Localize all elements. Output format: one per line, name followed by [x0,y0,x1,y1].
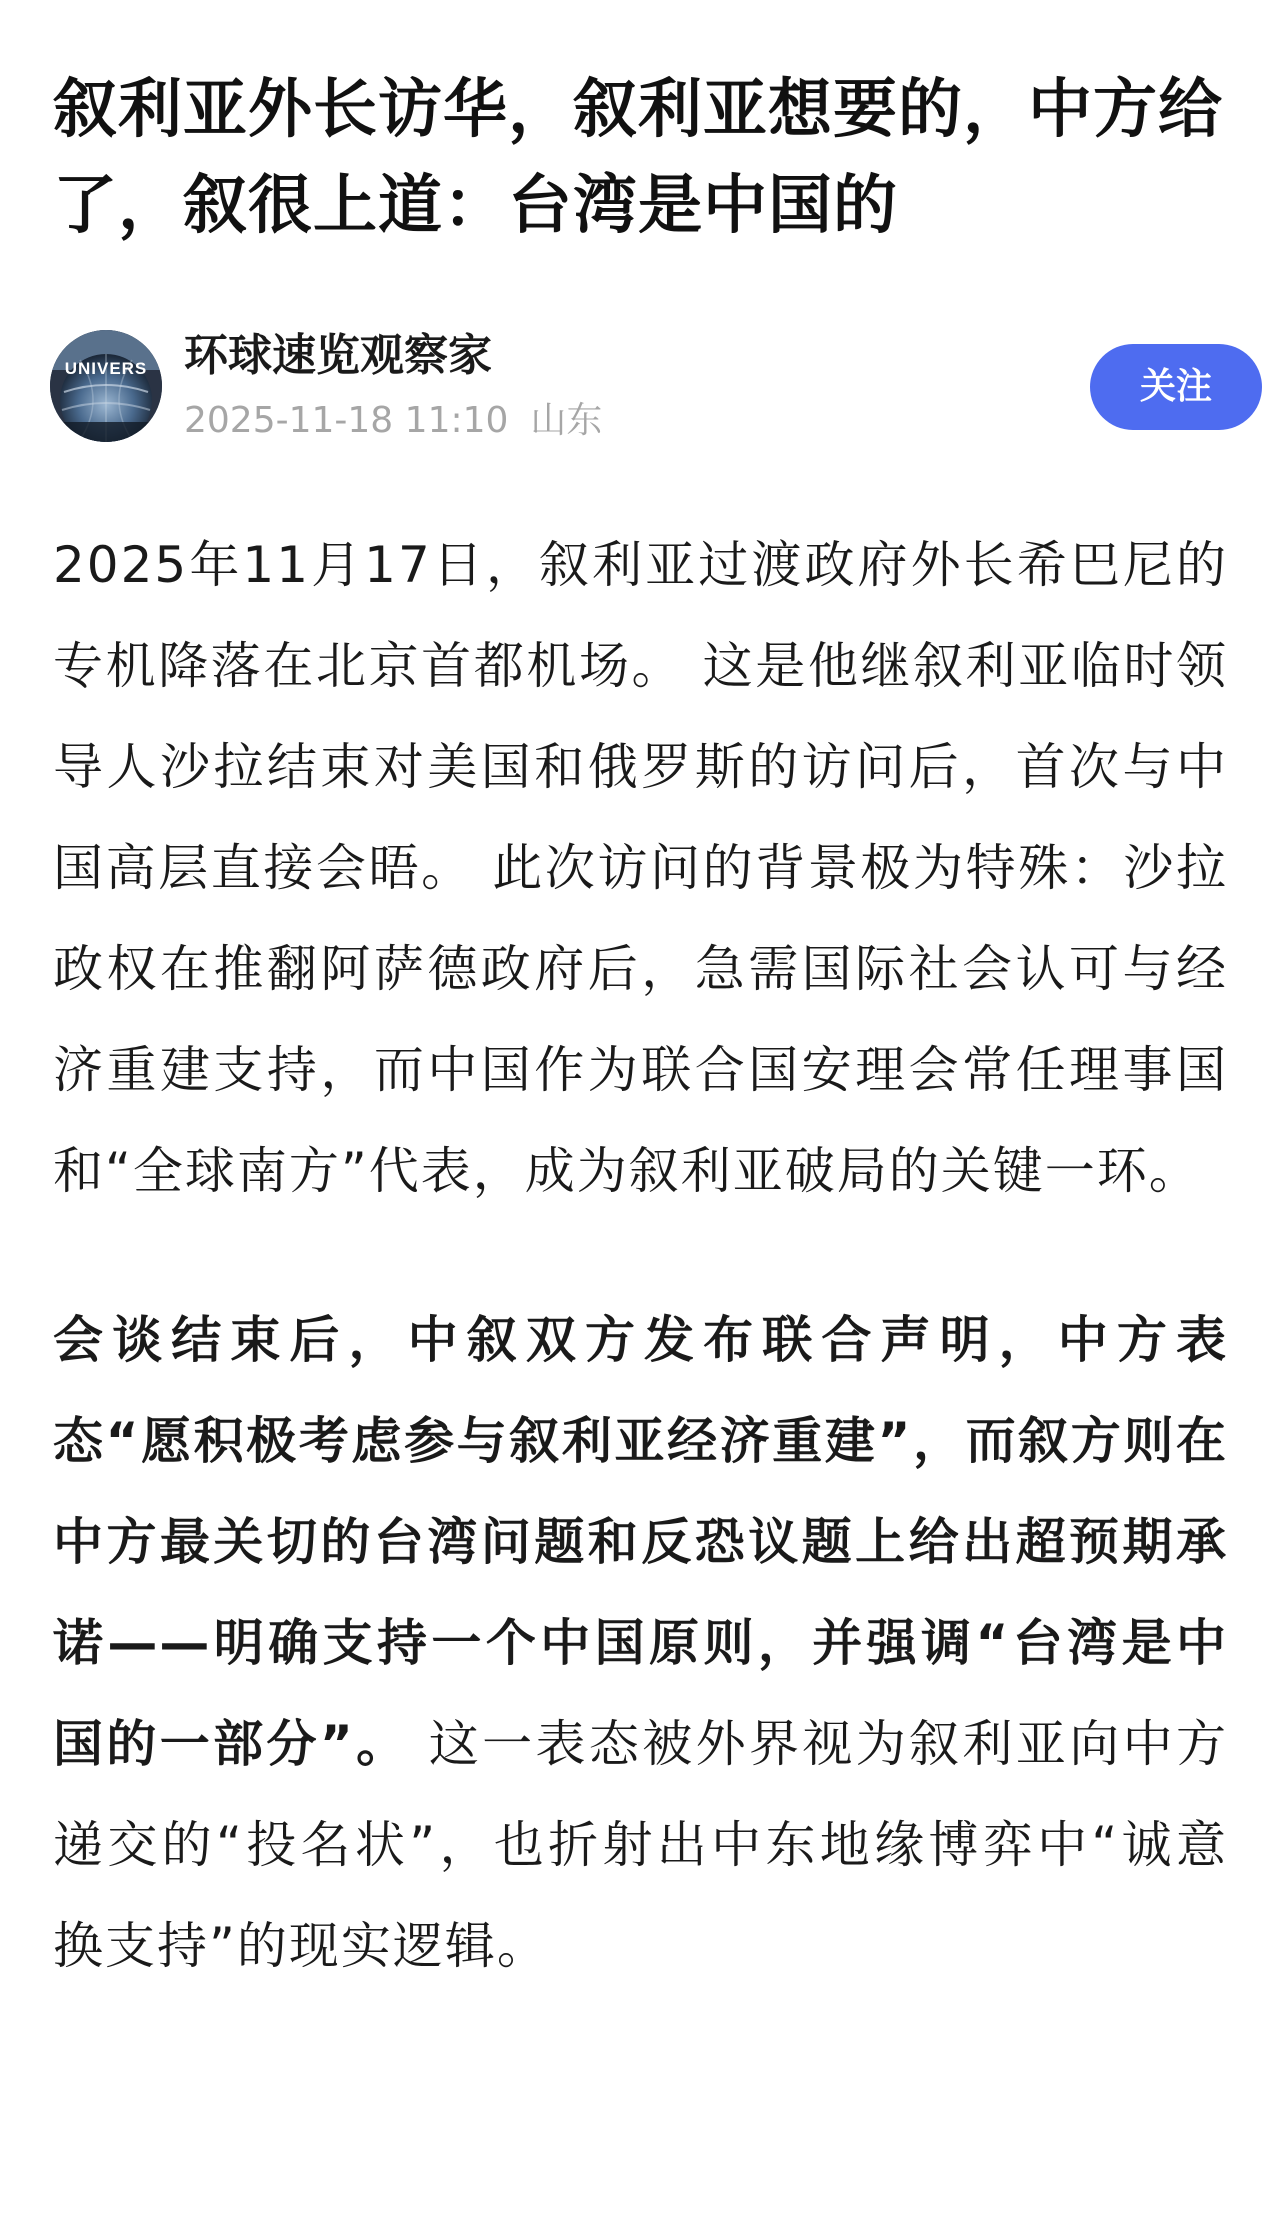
globe-avatar-icon [50,330,162,442]
post-meta [184,398,602,444]
follow-button[interactable]: 关注 [1090,344,1262,430]
author-row [50,322,1230,442]
avatar-text: UNIVERS [64,359,148,378]
article-paragraph-2 [53,1290,1228,1997]
post-location: 山东 [530,400,603,441]
author-name[interactable]: 环球速览观察家 [184,330,492,381]
paragraph-bold-text: 会谈结束后，中叙双方发布联合声明，中方表态“愿积极考虑参与叙利亚经济重建”，而叙方则在中方最关切的台湾问题和反恐议题上给出超预期承诺——明确支持一个中国原则，并强调“台湾是中国的一部分”。 [53,1311,1228,1773]
paragraph-text: 2025年11月17日，叙利亚过渡政府外长希巴尼的专机降落在北京首都机场。 这是他继叙利亚临时领导人沙拉结束对美国和俄罗斯的访问后，首次与中国高层直接会晤。 此次访问的背景极为特殊：沙拉政权在推翻阿萨德政府后，急需国际社会认可与经济重建支持，而中国作为联合国安理会常任理事国和“全球南方”代表，成为叙利亚破局的关键一环。 [53,536,1228,1200]
article-paragraph-1 [53,515,1228,1222]
article-title: 叙利亚外长访华，叙利亚想要的，中方给了，叙很上道：台湾是中国的 [53,73,1223,243]
author-avatar[interactable] [50,330,162,442]
post-date: 2025-11-18 11:10 [184,400,509,441]
article-body [53,515,1228,1997]
paragraph-text: 这一表态被外界视为叙利亚向中方递交的“投名状”，也折射出中东地缘博弈中“诚意换支持”的现实逻辑。 [53,1715,1228,1975]
